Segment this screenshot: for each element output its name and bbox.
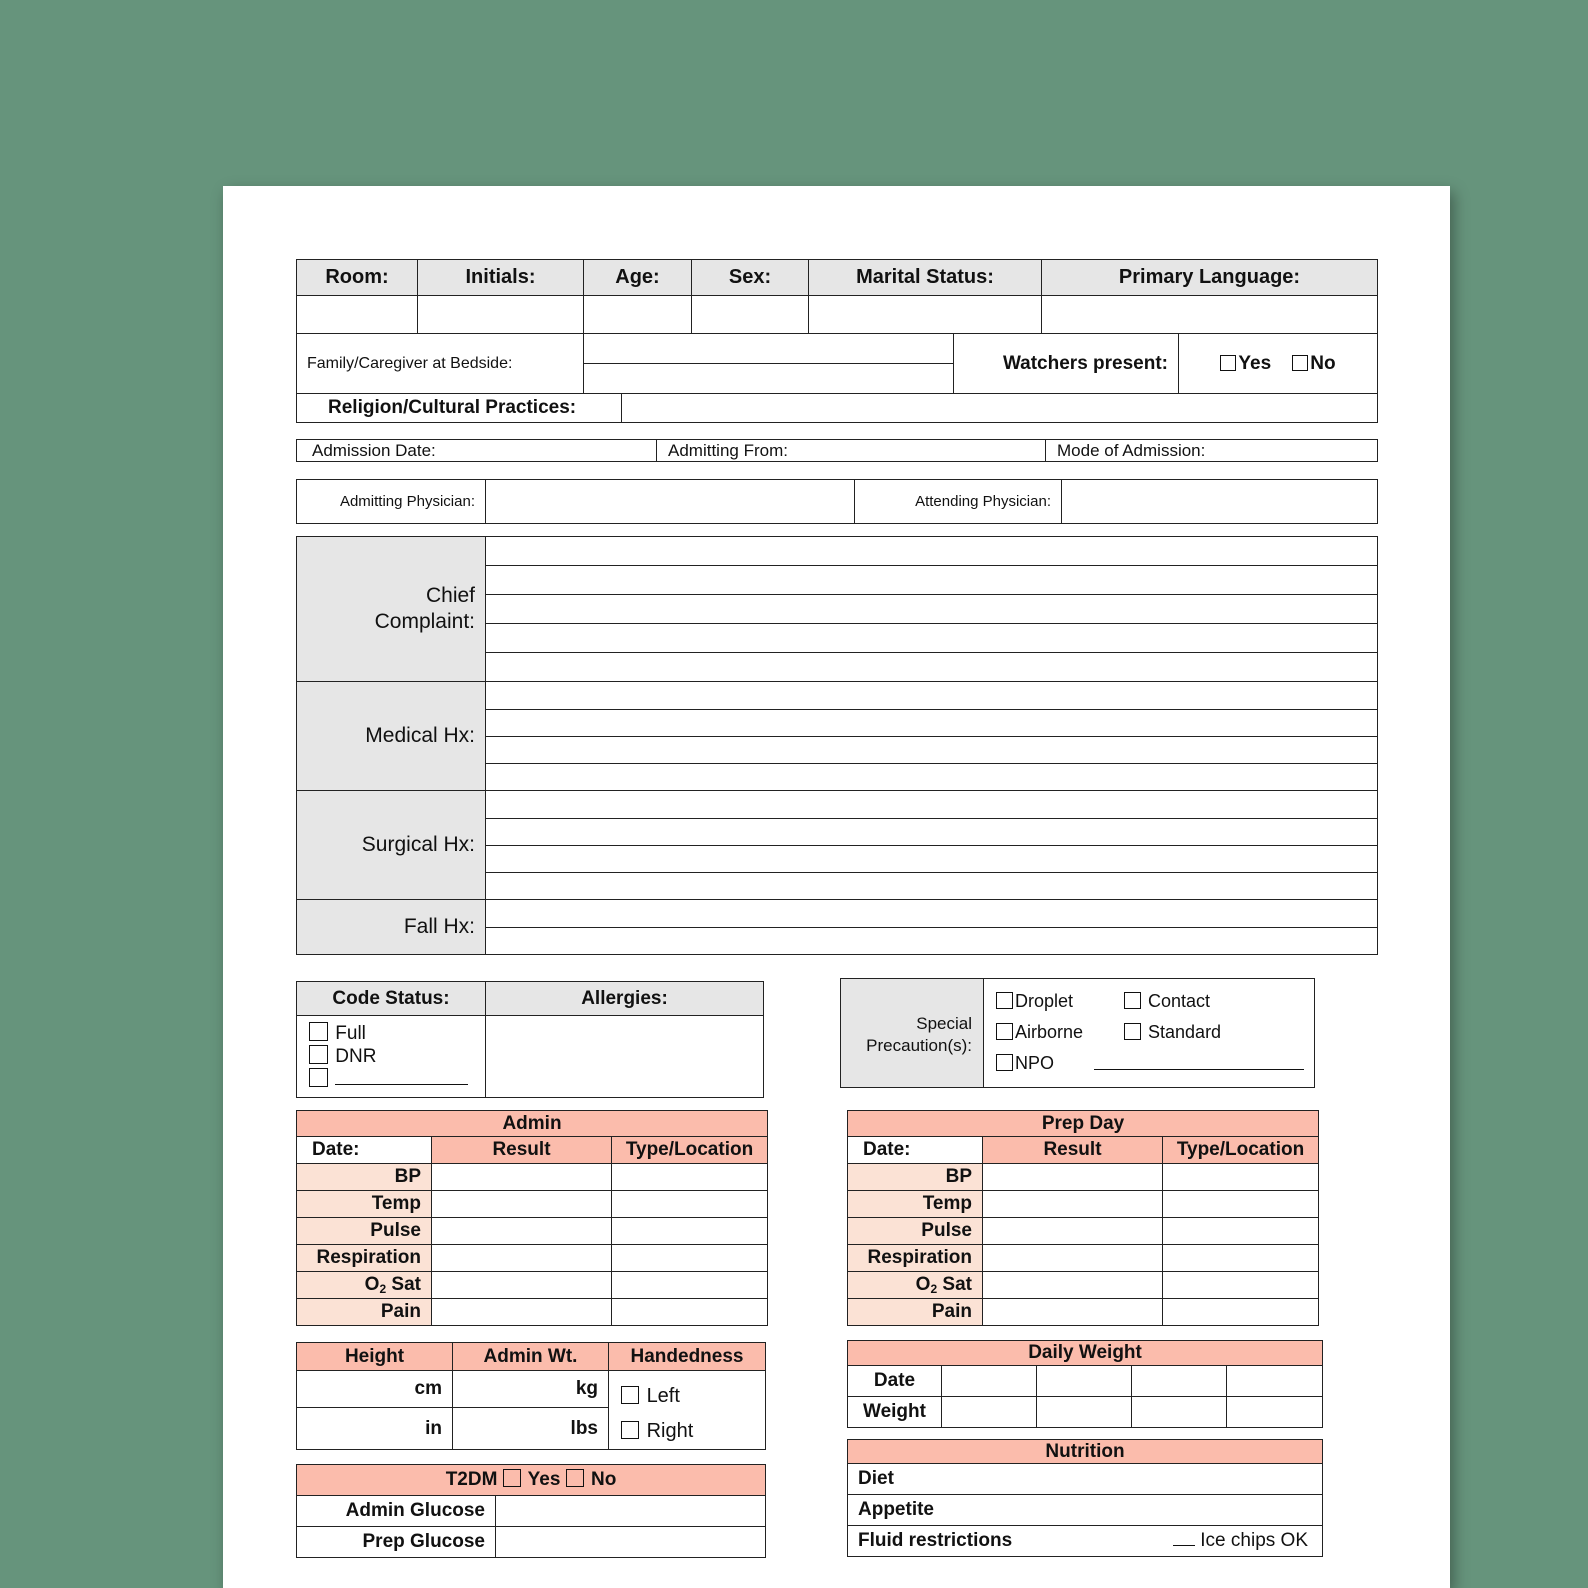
- special-precautions-label: [841, 979, 984, 1088]
- npo-label: NPO: [1015, 1053, 1055, 1073]
- daily-weight-title: Daily Weight: [848, 1341, 1323, 1366]
- chief-complaint-line[interactable]: [486, 624, 1378, 653]
- watchers-no-label: No: [1310, 352, 1336, 374]
- left-hand-label: Left: [646, 1385, 680, 1407]
- daily-date-cell[interactable]: [1037, 1366, 1132, 1397]
- t2dm-yes-checkbox[interactable]: [503, 1469, 521, 1487]
- other-code-checkbox[interactable]: [309, 1068, 328, 1087]
- prep-row-label-pulse: Pulse: [848, 1218, 983, 1245]
- handedness-options: [609, 1371, 766, 1450]
- room-field[interactable]: [297, 296, 418, 334]
- daily-weight-cell[interactable]: [1227, 1397, 1323, 1428]
- other-code-field[interactable]: [335, 1084, 468, 1085]
- code-status-table: [296, 981, 764, 1098]
- fluid-restrictions-label: Fluid restrictions: [858, 1530, 1013, 1551]
- daily-date-cell[interactable]: [942, 1366, 1037, 1397]
- admin-result-cell[interactable]: [432, 1299, 612, 1326]
- surgical-hx-line[interactable]: [486, 819, 1378, 846]
- attending-physician-field[interactable]: [1062, 480, 1378, 524]
- daily-weight-cell[interactable]: [942, 1397, 1037, 1428]
- code-status-options: [297, 1016, 486, 1098]
- right-hand-label: Right: [646, 1420, 694, 1442]
- sex-field[interactable]: [692, 296, 809, 334]
- handedness-header: Handedness: [609, 1343, 766, 1371]
- prep-type-cell[interactable]: [1163, 1191, 1319, 1218]
- surgical-hx-line[interactable]: [486, 846, 1378, 873]
- dnr-label: DNR: [335, 1046, 377, 1067]
- ice-chips-label: Ice chips OK: [1200, 1530, 1308, 1551]
- t2dm-no-label: No: [590, 1469, 617, 1490]
- npo-checkbox[interactable]: [996, 1054, 1013, 1071]
- medical-hx-line[interactable]: [486, 737, 1378, 764]
- prep-row-label-temp: Temp: [848, 1191, 983, 1218]
- left-hand-checkbox[interactable]: [621, 1386, 639, 1404]
- prep-result-cell[interactable]: [983, 1164, 1163, 1191]
- chief-complaint-label-line2: Complaint:: [374, 610, 475, 633]
- precautions-table: [840, 978, 1315, 1088]
- chief-complaint-line[interactable]: [486, 537, 1378, 566]
- height-in-field[interactable]: in: [297, 1408, 453, 1450]
- prep-date-field[interactable]: Date:: [848, 1137, 983, 1164]
- admin-result-cell[interactable]: [432, 1164, 612, 1191]
- right-hand-checkbox[interactable]: [621, 1421, 639, 1439]
- full-checkbox[interactable]: [309, 1022, 328, 1041]
- code-status-header: Code Status:: [297, 982, 486, 1016]
- chief-complaint-label-line1: Chief: [425, 584, 475, 607]
- medical-hx-line[interactable]: [486, 764, 1378, 791]
- admin-weight-header: Admin Wt.: [453, 1343, 609, 1371]
- daily-weight-label: Weight: [848, 1397, 942, 1428]
- admin-row-label-respiration: Respiration: [297, 1245, 432, 1272]
- chief-complaint-line[interactable]: [486, 653, 1378, 682]
- fluid-restrictions-row[interactable]: [848, 1526, 1323, 1557]
- admin-result-cell[interactable]: [432, 1272, 612, 1299]
- medical-hx-label: Medical Hx:: [297, 682, 486, 791]
- contact-label: Contact: [1148, 991, 1211, 1011]
- family-field-2[interactable]: [584, 364, 954, 394]
- prep-type-cell[interactable]: [1163, 1299, 1319, 1326]
- daily-weight-table: [847, 1340, 1323, 1428]
- droplet-checkbox[interactable]: [996, 992, 1013, 1009]
- prep-result-header: Result: [983, 1137, 1163, 1164]
- age-field[interactable]: [584, 296, 692, 334]
- watchers-no-checkbox[interactable]: [1292, 355, 1308, 371]
- admin-row-label-pulse: Pulse: [297, 1218, 432, 1245]
- admin-vitals-table: [296, 1110, 768, 1326]
- admin-type-cell[interactable]: [612, 1272, 768, 1299]
- appetite-field[interactable]: Appetite: [848, 1495, 1323, 1526]
- attending-physician-label: Attending Physician:: [855, 480, 1062, 524]
- prep-type-header: Type/Location: [1163, 1137, 1319, 1164]
- admin-type-cell[interactable]: [612, 1218, 768, 1245]
- admin-glucose-label: Admin Glucose: [297, 1496, 496, 1527]
- age-header: Age:: [584, 260, 692, 296]
- watchers-yes-checkbox[interactable]: [1220, 355, 1236, 371]
- height-cm-field[interactable]: cm: [297, 1371, 453, 1408]
- prep-result-cell[interactable]: [983, 1299, 1163, 1326]
- prep-type-cell[interactable]: [1163, 1272, 1319, 1299]
- mode-of-admission-field[interactable]: Mode of Admission:: [1046, 440, 1378, 462]
- prep-type-cell[interactable]: [1163, 1218, 1319, 1245]
- fall-hx-line[interactable]: [486, 928, 1378, 955]
- chief-complaint-line[interactable]: [486, 566, 1378, 595]
- admin-result-cell[interactable]: [432, 1218, 612, 1245]
- admin-type-cell[interactable]: [612, 1245, 768, 1272]
- t2dm-yes-label: Yes: [527, 1469, 561, 1490]
- admin-result-cell[interactable]: [432, 1245, 612, 1272]
- other-precaution-field[interactable]: [1094, 1069, 1304, 1070]
- sex-header: Sex:: [692, 260, 809, 296]
- family-label: Family/Caregiver at Bedside:: [297, 334, 584, 394]
- language-header: Primary Language:: [1042, 260, 1378, 296]
- admin-row-label-bp: BP: [297, 1164, 432, 1191]
- weight-kg-field[interactable]: kg: [453, 1371, 609, 1408]
- prep-type-cell[interactable]: [1163, 1245, 1319, 1272]
- prep-vitals-title: Prep Day: [848, 1111, 1319, 1137]
- weight-lbs-field[interactable]: lbs: [453, 1408, 609, 1450]
- daily-date-cell[interactable]: [1227, 1366, 1323, 1397]
- admin-type-header: Type/Location: [612, 1137, 768, 1164]
- admitting-physician-field[interactable]: [486, 480, 855, 524]
- language-field[interactable]: [1042, 296, 1378, 334]
- ice-chips-option: [1173, 1530, 1308, 1552]
- fall-hx-line[interactable]: [486, 900, 1378, 928]
- airborne-label: Airborne: [1015, 1022, 1084, 1042]
- t2dm-no-checkbox[interactable]: [566, 1469, 584, 1487]
- admitting-from-field[interactable]: Admitting From:: [657, 440, 1046, 462]
- initials-field[interactable]: [418, 296, 584, 334]
- religion-label: Religion/Cultural Practices:: [297, 394, 622, 423]
- admin-type-cell[interactable]: [612, 1299, 768, 1326]
- admission-row: [296, 439, 1378, 462]
- religion-row: [296, 393, 1378, 423]
- prep-result-cell[interactable]: [983, 1272, 1163, 1299]
- surgical-hx-label: Surgical Hx:: [297, 791, 486, 900]
- allergies-header: Allergies:: [486, 982, 764, 1016]
- prep-row-label-o2sat: $O_2$ Sat: [848, 1272, 983, 1299]
- prep-result-cell[interactable]: [983, 1245, 1163, 1272]
- room-header: Room:: [297, 260, 418, 296]
- admitting-physician-label: Admitting Physician:: [297, 480, 486, 524]
- marital-header: Marital Status:: [809, 260, 1042, 296]
- admin-row-label-temp: Temp: [297, 1191, 432, 1218]
- chief-complaint-line[interactable]: [486, 595, 1378, 624]
- initials-header: Initials:: [418, 260, 584, 296]
- daily-weight-cell[interactable]: [1037, 1397, 1132, 1428]
- admin-type-cell[interactable]: [612, 1191, 768, 1218]
- prep-row-label-respiration: Respiration: [848, 1245, 983, 1272]
- t2dm-table: [296, 1464, 766, 1558]
- t2dm-header: [297, 1465, 766, 1496]
- admin-result-cell[interactable]: [432, 1191, 612, 1218]
- dnr-checkbox[interactable]: [309, 1045, 328, 1064]
- allergies-field[interactable]: [486, 1016, 764, 1098]
- measurements-table: [296, 1342, 766, 1450]
- religion-field[interactable]: [622, 394, 1378, 423]
- marital-field[interactable]: [809, 296, 1042, 334]
- prep-result-cell[interactable]: [983, 1191, 1163, 1218]
- height-header: Height: [297, 1343, 453, 1371]
- admin-vitals-title: Admin: [297, 1111, 768, 1137]
- fall-hx-label: Fall Hx:: [297, 900, 486, 955]
- family-field-1[interactable]: [584, 334, 954, 364]
- prep-result-cell[interactable]: [983, 1218, 1163, 1245]
- medical-hx-line[interactable]: [486, 710, 1378, 737]
- watchers-yes-label: Yes: [1238, 352, 1272, 374]
- prep-glucose-label: Prep Glucose: [297, 1527, 496, 1558]
- prep-row-label-pain: Pain: [848, 1299, 983, 1326]
- diet-field[interactable]: Diet: [848, 1464, 1323, 1495]
- special-precautions-label-line2: Precaution(s):: [866, 1036, 972, 1055]
- standard-label: Standard: [1148, 1022, 1222, 1042]
- ice-chips-blank[interactable]: [1173, 1545, 1195, 1546]
- standard-checkbox[interactable]: [1124, 1023, 1141, 1040]
- airborne-checkbox[interactable]: [996, 1023, 1013, 1040]
- surgical-hx-line[interactable]: [486, 873, 1378, 900]
- family-row: [296, 333, 1378, 394]
- daily-weight-cell[interactable]: [1132, 1397, 1227, 1428]
- special-precautions-label-line1: Special: [916, 1014, 972, 1033]
- admin-row-label-pain: Pain: [297, 1299, 432, 1326]
- t2dm-title: T2DM: [445, 1469, 498, 1490]
- admin-result-header: Result: [432, 1137, 612, 1164]
- surgical-hx-line[interactable]: [486, 791, 1378, 819]
- nutrition-table: [847, 1439, 1323, 1557]
- prep-glucose-field[interactable]: [496, 1527, 766, 1558]
- prep-row-label-bp: BP: [848, 1164, 983, 1191]
- daily-date-label: Date: [848, 1366, 942, 1397]
- history-table: [296, 536, 1378, 955]
- droplet-label: Droplet: [1015, 991, 1074, 1011]
- prep-vitals-table: [847, 1110, 1319, 1326]
- admin-date-field[interactable]: Date:: [297, 1137, 432, 1164]
- nutrition-title: Nutrition: [848, 1440, 1323, 1464]
- medical-hx-line[interactable]: [486, 682, 1378, 710]
- full-label: Full: [335, 1023, 366, 1044]
- patient-info-table: [296, 259, 1378, 334]
- admin-type-cell[interactable]: [612, 1164, 768, 1191]
- admin-row-label-o2sat: $O_2$ Sat: [297, 1272, 432, 1299]
- form-page: [223, 186, 1450, 1588]
- physicians-row: [296, 479, 1378, 524]
- admin-glucose-field[interactable]: [496, 1496, 766, 1527]
- precaution-options: [984, 979, 1315, 1088]
- watchers-options: [1179, 334, 1378, 394]
- chief-complaint-label: [297, 537, 486, 682]
- admission-date-field[interactable]: Admission Date:: [297, 440, 657, 462]
- daily-date-cell[interactable]: [1132, 1366, 1227, 1397]
- prep-type-cell[interactable]: [1163, 1164, 1319, 1191]
- watchers-label: Watchers present:: [954, 334, 1179, 394]
- contact-checkbox[interactable]: [1124, 992, 1141, 1009]
